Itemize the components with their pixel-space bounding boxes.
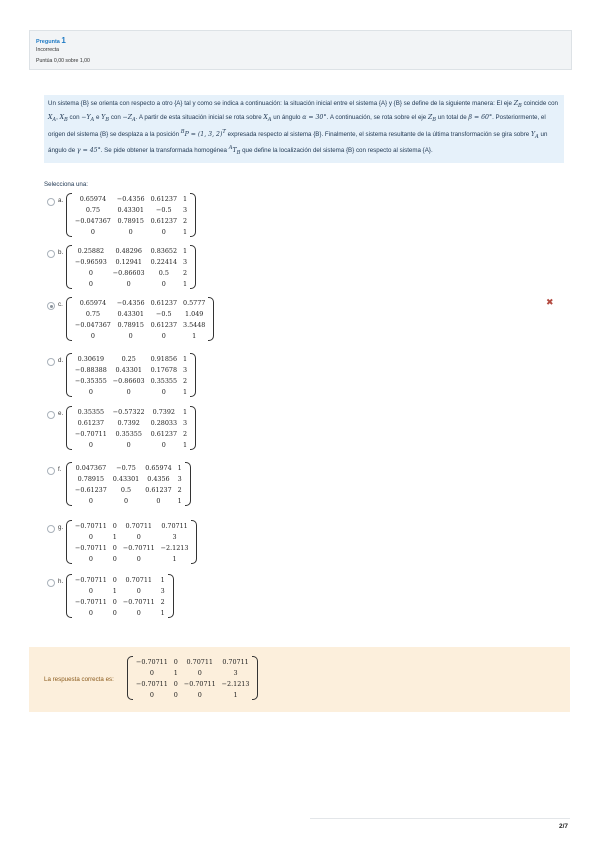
matrix-cell: −0.047367 — [75, 320, 111, 329]
matrix-cell: 0 — [126, 440, 131, 449]
cross-icon: ✖ — [546, 297, 554, 307]
answer-matrix — [66, 461, 191, 507]
answer-radio[interactable] — [47, 467, 55, 475]
answer-radio[interactable] — [47, 579, 55, 587]
matrix-cell: 1 — [160, 575, 165, 584]
matrix-cell: 0.48296 — [115, 246, 142, 255]
matrix-cell: 0.30619 — [77, 354, 105, 363]
matrix-row — [72, 495, 185, 506]
matrix-cell: 1 — [192, 331, 197, 340]
matrix-cell: 0 — [88, 608, 93, 617]
matrix-cell: 0.4356 — [147, 474, 170, 483]
answer-matrix — [66, 573, 174, 619]
matrix-cell: −0.70711 — [122, 543, 155, 552]
matrix-cell: 0 — [123, 496, 129, 505]
matrix-row — [72, 473, 185, 484]
matrix-row — [133, 656, 252, 667]
correct-answer-matrix — [127, 655, 258, 706]
matrix-cell: 2 — [183, 216, 188, 225]
matrix-cell: 0 — [88, 268, 93, 277]
matrix-cell: 0.61237 — [77, 418, 105, 427]
feedback-box — [29, 647, 570, 712]
matrix-cell: 0 — [88, 586, 93, 595]
matrix-cell: 2 — [183, 268, 188, 277]
matrix-cell: −0.70711 — [75, 521, 107, 530]
answer-letter: h. — [58, 578, 64, 585]
matrix-cell: 0 — [128, 227, 133, 236]
answer-radio[interactable] — [47, 358, 55, 366]
matrix-cell: 1 — [183, 407, 188, 416]
answer-letter: a. — [58, 197, 64, 204]
matrix-cell: 0.83652 — [150, 246, 178, 255]
matrix-row — [72, 319, 208, 330]
matrix-row — [72, 364, 190, 375]
matrix-cell: 1 — [177, 496, 182, 505]
matrix-cell: −0.4356 — [116, 298, 145, 307]
matrix-cell: 0.65974 — [145, 463, 172, 472]
matrix-cell: 0 — [161, 440, 166, 449]
correct-answer-label: La respuesta correcta es: — [44, 676, 114, 683]
matrix-cell: 0 — [197, 668, 202, 677]
matrix-cell: 0.78915 — [117, 216, 144, 225]
question-grade: Puntúa 0,00 sobre 1,00 — [36, 58, 90, 64]
matrix-cell: 0.5 — [158, 268, 169, 277]
matrix-cell: 0 — [136, 532, 141, 541]
matrix-cell: 0 — [112, 543, 117, 552]
matrix-cell: 1 — [233, 690, 238, 699]
matrix-cell: −0.86603 — [112, 376, 145, 385]
matrix-cell: 0.70711 — [125, 521, 152, 530]
matrix-row — [72, 204, 190, 215]
matrix-cell: 0 — [156, 496, 161, 505]
matrix-cell: 0.35355 — [77, 407, 105, 416]
answer-matrix — [66, 244, 196, 290]
matrix-cell: 0.17678 — [150, 365, 178, 374]
matrix-cell: 3 — [177, 474, 182, 483]
answer-radio[interactable] — [47, 198, 55, 206]
matrix-cell: 0.61237 — [150, 320, 178, 329]
matrix-cell: 0 — [197, 690, 202, 699]
matrix-cell: −0.70711 — [136, 657, 168, 666]
select-one-label: Selecciona una: — [44, 181, 89, 188]
matrix-row — [72, 297, 208, 308]
matrix-cell: 0 — [161, 279, 166, 288]
answer-letter: c. — [58, 301, 63, 308]
answer-radio[interactable] — [47, 250, 55, 258]
matrix-cell: 0.35355 — [115, 429, 142, 438]
matrix-row — [72, 375, 190, 386]
matrix-cell: −0.61237 — [75, 485, 107, 494]
matrix-cell: 3 — [183, 257, 188, 266]
matrix-row — [72, 607, 168, 618]
matrix-cell: 0 — [161, 387, 166, 396]
matrix-cell: 0.35355 — [150, 376, 178, 385]
correct-matrix — [127, 655, 258, 701]
matrix-cell: 0.7392 — [152, 407, 175, 416]
matrix-cell: −0.75 — [116, 463, 136, 472]
matrix-cell: 0 — [112, 575, 117, 584]
matrix-cell: 0 — [88, 387, 93, 396]
matrix-row — [72, 428, 190, 439]
matrix-cell: 0 — [112, 597, 117, 606]
matrix-cell: 0 — [173, 690, 178, 699]
matrix-row — [72, 308, 208, 319]
matrix-cell: 0.43301 — [117, 309, 144, 318]
matrix-cell: 0 — [88, 440, 93, 449]
matrix-cell: 1 — [172, 554, 177, 563]
matrix-cell: 0 — [173, 657, 178, 666]
matrix-cell: 0 — [161, 227, 166, 236]
matrix-cell: 1 — [112, 532, 117, 541]
matrix-row — [72, 417, 190, 428]
matrix-row — [72, 226, 190, 237]
matrix-cell: 0 — [126, 387, 131, 396]
matrix-cell: 3 — [160, 586, 165, 595]
matrix-cell: 0.65974 — [79, 194, 107, 203]
matrix-cell: 0 — [90, 227, 95, 236]
matrix-cell: 0 — [88, 554, 93, 563]
matrix-cell: 0.61237 — [150, 429, 178, 438]
matrix-row — [72, 574, 168, 585]
matrix-cell: 0.78915 — [77, 474, 105, 483]
matrix-cell: −0.70711 — [75, 429, 107, 438]
matrix-cell: 0.91856 — [150, 354, 178, 363]
answer-matrix — [66, 405, 196, 451]
matrix-cell: −0.047367 — [75, 216, 111, 225]
matrix-cell: 3 — [183, 365, 188, 374]
matrix-cell: 0.25 — [121, 354, 136, 363]
matrix-cell: −0.70711 — [136, 679, 168, 688]
matrix-cell: 0.43301 — [115, 365, 142, 374]
matrix-cell: 0 — [149, 690, 154, 699]
matrix-cell: 0 — [88, 496, 93, 505]
matrix-cell: 0.61237 — [150, 216, 178, 225]
matrix-cell: 0.70711 — [222, 657, 249, 666]
answer-matrix — [66, 352, 196, 398]
matrix-row — [72, 596, 168, 607]
matrix-cell: 0.25882 — [77, 246, 105, 255]
matrix-cell: 2 — [177, 485, 182, 494]
matrix-cell: 1 — [183, 354, 188, 363]
footer-divider — [310, 818, 570, 819]
matrix-row — [133, 689, 252, 700]
matrix-cell: 3.5448 — [183, 320, 206, 329]
matrix-row — [133, 667, 252, 678]
answer-letter: g. — [58, 524, 64, 531]
matrix-cell: −0.57322 — [112, 407, 145, 416]
matrix-cell: 0.12941 — [115, 257, 142, 266]
answer-letter: f. — [58, 466, 62, 473]
matrix-cell: 0.22414 — [150, 257, 178, 266]
matrix-cell: 3 — [233, 668, 238, 677]
matrix-row — [72, 193, 190, 204]
matrix-cell: 0 — [136, 554, 141, 563]
matrix-row — [72, 439, 190, 450]
matrix-cell: 0.43301 — [112, 474, 140, 483]
matrix-cell: 0.7392 — [117, 418, 140, 427]
matrix-row — [72, 278, 190, 289]
answer-radio[interactable] — [47, 525, 55, 533]
matrix-cell: 0 — [126, 279, 131, 288]
matrix-cell: 0 — [112, 554, 117, 563]
matrix-cell: 0.61237 — [150, 194, 178, 203]
matrix-cell: 3 — [183, 205, 188, 214]
page-number: 2/7 — [559, 823, 569, 830]
matrix-row — [72, 585, 168, 596]
answer-matrix — [66, 519, 197, 565]
matrix-cell: 1 — [183, 440, 188, 449]
matrix-row — [72, 542, 191, 553]
matrix-cell: −0.70711 — [75, 575, 107, 584]
matrix-cell: −0.70711 — [75, 597, 107, 606]
question-text: Un sistema {B} se orienta con respecto a otro {A} tal y como se indica a continuación: la situación inicial entre el sistema {A} y {B} se define de la siguiente manera: El eje $Z_B$ coincide con $X_A$, $X_B$ con $-Y_A$ e $Y_B$ con $-Z_A$. A partir de esta situación inicial se rota sobre $X_A$ un ángulo α = 30°. A continuación, se rota sobre el eje $Z_B$ un total de β = 60°. Posteriormente, el origen del sistema {B} se desplaza a la posición $^B$P = (1, 3, 2)$^T$ expresada respecto al sistema {B}. Finalmente, el sistema resultante de la última transformación se gira sobre $Y_A$ un ángulo de γ = 45°. Se pide obtener la transformada homogénea $^AT_B$ que define la localización del sistema {B} con respecto al sistema {A}. — [44, 95, 564, 163]
matrix-cell: 0 — [149, 668, 154, 677]
matrix-cell: 1 — [160, 608, 165, 617]
matrix-cell: 0.70711 — [125, 575, 152, 584]
matrix-row — [72, 353, 190, 364]
matrix-row — [72, 215, 190, 226]
matrix-cell: −0.70711 — [122, 597, 155, 606]
matrix-row — [72, 484, 185, 495]
matrix-row — [72, 520, 191, 531]
matrix-row — [133, 678, 252, 689]
matrix-cell: 0 — [161, 331, 166, 340]
matrix-row — [72, 531, 191, 542]
matrix-row — [72, 330, 208, 341]
matrix-cell: 1 — [183, 194, 188, 203]
matrix-row — [72, 267, 190, 278]
matrix-cell: 0 — [112, 608, 117, 617]
matrix-cell: 0 — [90, 331, 95, 340]
matrix-cell: 0.43301 — [117, 205, 144, 214]
matrix-cell: −0.88388 — [75, 365, 107, 374]
matrix-cell: −2.1213 — [221, 679, 250, 688]
question-info-box — [29, 30, 572, 70]
matrix-cell: 2 — [183, 429, 188, 438]
matrix-cell: 1 — [177, 463, 182, 472]
matrix-cell: 1 — [183, 387, 188, 396]
matrix-cell: 3 — [172, 532, 177, 541]
question-state: Incorrecta — [36, 47, 60, 53]
matrix-cell: 0.047367 — [75, 463, 107, 472]
matrix-cell: 3 — [183, 418, 188, 427]
answer-radio[interactable] — [47, 411, 55, 419]
matrix-cell: −0.5 — [156, 205, 172, 214]
matrix-cell: 0 — [173, 679, 178, 688]
matrix-cell: 2 — [183, 376, 188, 385]
matrix-cell: 0.61237 — [150, 298, 178, 307]
matrix-cell: −2.1213 — [160, 543, 189, 552]
answer-letter: e. — [58, 410, 64, 417]
matrix-cell: 0.75 — [85, 309, 101, 318]
matrix-cell: 0 — [88, 532, 93, 541]
matrix-cell: 1 — [173, 668, 178, 677]
answer-letter: d. — [58, 357, 64, 364]
matrix-cell: 0.70711 — [161, 521, 188, 530]
matrix-cell: 0.61237 — [145, 485, 172, 494]
matrix-cell: 0.75 — [85, 205, 101, 214]
matrix-cell: 0 — [88, 279, 93, 288]
matrix-cell: 2 — [160, 597, 165, 606]
matrix-cell: 1 — [183, 227, 188, 236]
matrix-cell: 0.5 — [120, 485, 132, 494]
matrix-cell: −0.96593 — [75, 257, 107, 266]
matrix-cell: −0.70711 — [183, 679, 216, 688]
answer-matrix — [66, 192, 196, 238]
answer-letter: b. — [58, 249, 64, 256]
matrix-row — [72, 245, 190, 256]
matrix-cell: 1 — [183, 246, 188, 255]
matrix-row — [72, 406, 190, 417]
matrix-cell: 1.049 — [185, 309, 204, 318]
matrix-cell: 0.65974 — [79, 298, 107, 307]
matrix-cell: −0.35355 — [75, 376, 107, 385]
matrix-cell: −0.70711 — [75, 543, 107, 552]
matrix-cell: 0.5777 — [183, 298, 206, 307]
question-number-label: Pregunta 1 — [36, 36, 66, 45]
matrix-cell: 0.28033 — [150, 418, 178, 427]
matrix-cell: 0 — [128, 331, 133, 340]
answer-radio[interactable] — [47, 302, 55, 310]
matrix-row — [72, 462, 185, 473]
matrix-row — [72, 553, 191, 564]
question-number: 1 — [61, 36, 66, 45]
matrix-cell: 0 — [136, 608, 141, 617]
matrix-cell: 0 — [112, 521, 117, 530]
matrix-cell: 0 — [136, 586, 141, 595]
answer-matrix — [66, 296, 214, 342]
matrix-cell: −0.5 — [156, 309, 172, 318]
matrix-cell: −0.4356 — [116, 194, 145, 203]
matrix-cell: 1 — [112, 586, 117, 595]
matrix-row — [72, 256, 190, 267]
matrix-row — [72, 386, 190, 397]
matrix-cell: 0.70711 — [186, 657, 213, 666]
matrix-cell: 0.78915 — [117, 320, 144, 329]
matrix-cell: −0.86603 — [112, 268, 145, 277]
matrix-cell: 1 — [183, 279, 188, 288]
